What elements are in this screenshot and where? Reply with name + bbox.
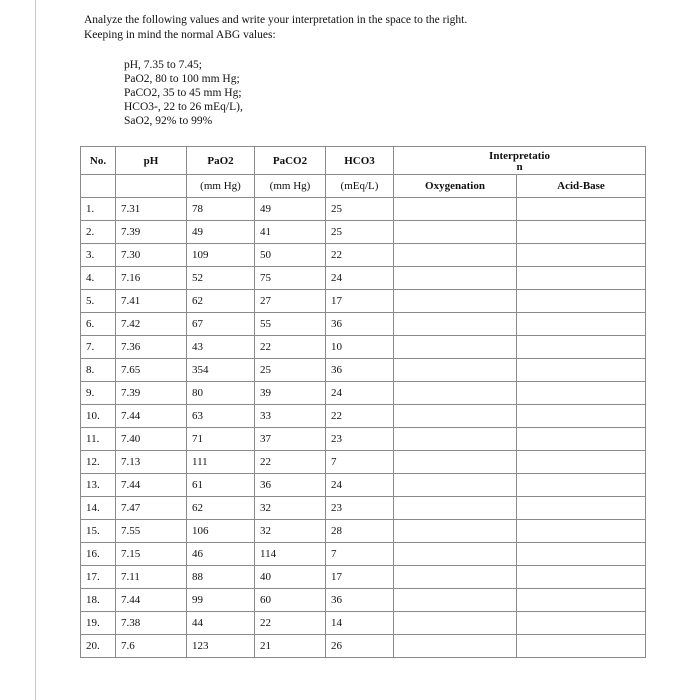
- row-ph: 7.11: [116, 566, 187, 589]
- row-pao2: 49: [187, 221, 255, 244]
- header-pao2: PaO2: [187, 147, 255, 175]
- row-ph: 7.31: [116, 198, 187, 221]
- row-acid-base-answer[interactable]: [517, 635, 646, 658]
- row-ph: 7.39: [116, 221, 187, 244]
- row-oxygenation-answer[interactable]: [394, 382, 517, 405]
- row-paco2: 22: [255, 612, 326, 635]
- header-ph: pH: [116, 147, 187, 175]
- row-pao2: 43: [187, 336, 255, 359]
- row-acid-base-answer[interactable]: [517, 290, 646, 313]
- normal-value-sao2: SaO2, 92% to 99%: [124, 115, 213, 127]
- row-pao2: 106: [187, 520, 255, 543]
- table-row: [81, 474, 646, 497]
- row-hco3: 7: [326, 543, 394, 566]
- row-hco3: 25: [326, 198, 394, 221]
- row-acid-base-answer[interactable]: [517, 428, 646, 451]
- row-paco2: 22: [255, 451, 326, 474]
- row-hco3: 25: [326, 221, 394, 244]
- row-paco2: 75: [255, 267, 326, 290]
- row-pao2: 67: [187, 313, 255, 336]
- header-no: No.: [81, 147, 116, 175]
- abg-table-body: [81, 198, 646, 658]
- row-oxygenation-answer[interactable]: [394, 428, 517, 451]
- row-acid-base-answer[interactable]: [517, 612, 646, 635]
- row-oxygenation-answer[interactable]: [394, 612, 517, 635]
- row-paco2: 50: [255, 244, 326, 267]
- row-pao2: 61: [187, 474, 255, 497]
- row-ph: 7.44: [116, 589, 187, 612]
- row-hco3: 17: [326, 566, 394, 589]
- normal-value-ph: pH, 7.35 to 7.45;: [124, 59, 202, 71]
- row-number: 3.: [81, 244, 116, 267]
- row-oxygenation-answer[interactable]: [394, 359, 517, 382]
- row-number: 14.: [81, 497, 116, 520]
- row-paco2: 22: [255, 336, 326, 359]
- instructions-line-1: Analyze the following values and write your interpretation in the space to the right.: [84, 14, 468, 26]
- row-ph: 7.40: [116, 428, 187, 451]
- row-ph: 7.15: [116, 543, 187, 566]
- normal-value-pao2: PaO2, 80 to 100 mm Hg;: [124, 73, 240, 85]
- row-acid-base-answer[interactable]: [517, 405, 646, 428]
- row-ph: 7.42: [116, 313, 187, 336]
- row-number: 4.: [81, 267, 116, 290]
- row-paco2: 33: [255, 405, 326, 428]
- row-paco2: 39: [255, 382, 326, 405]
- row-oxygenation-answer[interactable]: [394, 451, 517, 474]
- row-number: 6.: [81, 313, 116, 336]
- row-number: 5.: [81, 290, 116, 313]
- row-acid-base-answer[interactable]: [517, 382, 646, 405]
- row-number: 17.: [81, 566, 116, 589]
- row-number: 2.: [81, 221, 116, 244]
- row-oxygenation-answer[interactable]: [394, 589, 517, 612]
- header-paco2: PaCO2: [255, 147, 326, 175]
- row-ph: 7.41: [116, 290, 187, 313]
- row-paco2: 32: [255, 497, 326, 520]
- row-number: 7.: [81, 336, 116, 359]
- table-row: [81, 566, 646, 589]
- row-acid-base-answer[interactable]: [517, 313, 646, 336]
- row-ph: 7.6: [116, 635, 187, 658]
- table-header-row: [81, 147, 646, 175]
- row-number: 15.: [81, 520, 116, 543]
- table-row: [81, 290, 646, 313]
- row-oxygenation-answer[interactable]: [394, 543, 517, 566]
- row-number: 16.: [81, 543, 116, 566]
- row-paco2: 114: [255, 543, 326, 566]
- row-acid-base-answer[interactable]: [517, 267, 646, 290]
- row-acid-base-answer[interactable]: [517, 244, 646, 267]
- row-number: 19.: [81, 612, 116, 635]
- row-acid-base-answer[interactable]: [517, 359, 646, 382]
- row-oxygenation-answer[interactable]: [394, 198, 517, 221]
- row-ph: 7.65: [116, 359, 187, 382]
- instructions: [84, 13, 467, 43]
- row-pao2: 46: [187, 543, 255, 566]
- row-paco2: 37: [255, 428, 326, 451]
- row-hco3: 7: [326, 451, 394, 474]
- row-hco3: 24: [326, 382, 394, 405]
- row-hco3: 24: [326, 267, 394, 290]
- row-oxygenation-answer[interactable]: [394, 336, 517, 359]
- row-number: 10.: [81, 405, 116, 428]
- row-oxygenation-answer[interactable]: [394, 267, 517, 290]
- row-hco3: 28: [326, 520, 394, 543]
- row-pao2: 62: [187, 497, 255, 520]
- row-paco2: 21: [255, 635, 326, 658]
- table-row: [81, 382, 646, 405]
- units-no-empty: [81, 175, 116, 198]
- table-row: [81, 451, 646, 474]
- row-hco3: 14: [326, 612, 394, 635]
- row-hco3: 36: [326, 359, 394, 382]
- row-pao2: 71: [187, 428, 255, 451]
- row-pao2: 123: [187, 635, 255, 658]
- row-hco3: 23: [326, 428, 394, 451]
- row-pao2: 62: [187, 290, 255, 313]
- row-acid-base-answer[interactable]: [517, 566, 646, 589]
- row-pao2: 80: [187, 382, 255, 405]
- normal-abg-values: [124, 58, 243, 128]
- row-pao2: 78: [187, 198, 255, 221]
- units-hco3: (mEq/L): [326, 175, 394, 198]
- table-row: [81, 497, 646, 520]
- units-paco2: (mm Hg): [255, 175, 326, 198]
- row-acid-base-answer[interactable]: [517, 589, 646, 612]
- normal-value-paco2: PaCO2, 35 to 45 mm Hg;: [124, 87, 242, 99]
- row-hco3: 36: [326, 313, 394, 336]
- row-number: 20.: [81, 635, 116, 658]
- table-row: [81, 405, 646, 428]
- table-row: [81, 543, 646, 566]
- table-row: [81, 313, 646, 336]
- header-oxygenation: Oxygenation: [394, 175, 517, 198]
- row-pao2: 111: [187, 451, 255, 474]
- row-oxygenation-answer[interactable]: [394, 244, 517, 267]
- row-acid-base-answer[interactable]: [517, 336, 646, 359]
- row-acid-base-answer[interactable]: [517, 474, 646, 497]
- row-number: 1.: [81, 198, 116, 221]
- header-acid-base: Acid-Base: [517, 175, 646, 198]
- row-ph: 7.16: [116, 267, 187, 290]
- instructions-line-2: Keeping in mind the normal ABG values:: [84, 29, 276, 41]
- row-ph: 7.44: [116, 474, 187, 497]
- row-hco3: 36: [326, 589, 394, 612]
- row-ph: 7.47: [116, 497, 187, 520]
- row-oxygenation-answer[interactable]: [394, 635, 517, 658]
- table-row: [81, 221, 646, 244]
- header-interpretation-wrap: n: [516, 161, 523, 173]
- row-number: 13.: [81, 474, 116, 497]
- row-acid-base-answer[interactable]: [517, 543, 646, 566]
- row-ph: 7.13: [116, 451, 187, 474]
- row-oxygenation-answer[interactable]: [394, 405, 517, 428]
- row-oxygenation-answer[interactable]: [394, 520, 517, 543]
- normal-value-hco3: HCO3-, 22 to 26 mEq/L),: [124, 101, 243, 113]
- row-paco2: 41: [255, 221, 326, 244]
- row-acid-base-answer[interactable]: [517, 451, 646, 474]
- row-oxygenation-answer[interactable]: [394, 566, 517, 589]
- units-ph-empty: [116, 175, 187, 198]
- row-number: 12.: [81, 451, 116, 474]
- header-interpretation: [394, 147, 646, 175]
- table-units-row: [81, 175, 646, 198]
- row-pao2: 354: [187, 359, 255, 382]
- row-oxygenation-answer[interactable]: [394, 290, 517, 313]
- row-ph: 7.44: [116, 405, 187, 428]
- row-ph: 7.36: [116, 336, 187, 359]
- row-paco2: 27: [255, 290, 326, 313]
- row-paco2: 32: [255, 520, 326, 543]
- row-hco3: 10: [326, 336, 394, 359]
- row-oxygenation-answer[interactable]: [394, 474, 517, 497]
- row-number: 18.: [81, 589, 116, 612]
- row-ph: 7.30: [116, 244, 187, 267]
- table-row: [81, 589, 646, 612]
- row-number: 9.: [81, 382, 116, 405]
- row-oxygenation-answer[interactable]: [394, 221, 517, 244]
- row-hco3: 22: [326, 244, 394, 267]
- row-ph: 7.38: [116, 612, 187, 635]
- row-number: 11.: [81, 428, 116, 451]
- row-hco3: 23: [326, 497, 394, 520]
- row-hco3: 26: [326, 635, 394, 658]
- table-row: [81, 336, 646, 359]
- row-paco2: 40: [255, 566, 326, 589]
- row-hco3: 17: [326, 290, 394, 313]
- row-paco2: 25: [255, 359, 326, 382]
- row-number: 8.: [81, 359, 116, 382]
- row-paco2: 55: [255, 313, 326, 336]
- header-interpretation-text: Interpretatio: [489, 150, 550, 162]
- row-oxygenation-answer[interactable]: [394, 313, 517, 336]
- abg-table: [80, 146, 646, 658]
- row-pao2: 44: [187, 612, 255, 635]
- table-row: [81, 267, 646, 290]
- table-row: [81, 520, 646, 543]
- row-acid-base-answer[interactable]: [517, 198, 646, 221]
- table-row: [81, 198, 646, 221]
- row-paco2: 49: [255, 198, 326, 221]
- row-hco3: 22: [326, 405, 394, 428]
- table-row: [81, 244, 646, 267]
- row-paco2: 36: [255, 474, 326, 497]
- table-row: [81, 359, 646, 382]
- table-row: [81, 428, 646, 451]
- table-row: [81, 612, 646, 635]
- row-paco2: 60: [255, 589, 326, 612]
- table-row: [81, 635, 646, 658]
- row-ph: 7.55: [116, 520, 187, 543]
- page-left-rule: [35, 0, 36, 700]
- row-hco3: 24: [326, 474, 394, 497]
- row-acid-base-answer[interactable]: [517, 520, 646, 543]
- row-acid-base-answer[interactable]: [517, 497, 646, 520]
- row-pao2: 63: [187, 405, 255, 428]
- row-pao2: 88: [187, 566, 255, 589]
- row-acid-base-answer[interactable]: [517, 221, 646, 244]
- row-pao2: 52: [187, 267, 255, 290]
- row-ph: 7.39: [116, 382, 187, 405]
- header-hco3: HCO3: [326, 147, 394, 175]
- row-pao2: 99: [187, 589, 255, 612]
- row-oxygenation-answer[interactable]: [394, 497, 517, 520]
- row-pao2: 109: [187, 244, 255, 267]
- units-pao2: (mm Hg): [187, 175, 255, 198]
